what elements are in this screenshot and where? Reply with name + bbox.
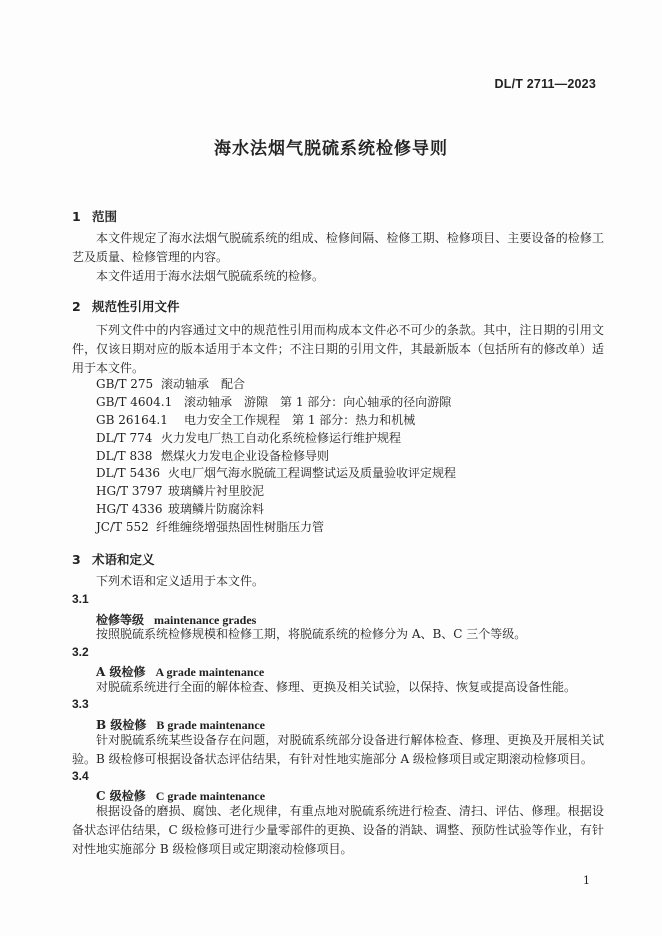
reference-item [96, 376, 245, 393]
reference-item [96, 519, 324, 536]
reference-item [96, 394, 451, 411]
section-3-heading [72, 550, 155, 568]
reference-code: GB 26164.1 [96, 413, 168, 427]
reference-title: 火力发电厂热工自动化系统检修运行维护规程 [161, 431, 402, 445]
term-chinese: A 级检修 [96, 665, 146, 679]
term-chinese: C 级检修 [96, 789, 146, 803]
reference-title: 纤维缠绕增强热固性树脂压力管 [156, 520, 325, 534]
section-1-paragraph-1: 本文件规定了海水法烟气脱硫系统的组成、检修间隔、检修工期、检修项目、主要设备的检修工艺及质量、检修管理的内容。 [72, 231, 604, 264]
reference-code: DL/T 5436 [96, 466, 160, 480]
term-chinese: 检修等级 [96, 613, 145, 627]
section-title: 规范性引用文件 [92, 299, 180, 314]
section-1-paragraph-2: 本文件适用于海水法烟气脱硫系统的检修。 [96, 269, 325, 283]
reference-title: 火电厂烟气海水脱硫工程调整试运及质量验收评定规程 [168, 466, 457, 480]
section-3-intro: 下列术语和定义适用于本文件。 [96, 574, 265, 588]
section-2-paragraph-1: 下列文件中的内容通过文中的规范性引用而构成本文件必不可少的条款。其中，注日期的引用文件，仅该日期对应的版本适用于本文件；不注日期的引用文件，其最新版本（包括所有的修改单）适用于本文件。 [72, 323, 604, 375]
reference-item [96, 483, 264, 500]
term-english: B grade maintenance [156, 718, 265, 732]
reference-code: HG/T 3797 [96, 484, 163, 498]
reference-code: HG/T 4336 [96, 502, 163, 516]
term-english: maintenance grades [154, 613, 257, 627]
clause-number: 3.4 [72, 769, 89, 783]
term-definition: 根据设备的磨损、腐蚀、老化规律，有重点地对脱硫系统进行检查、清扫、评估、修理。根据设备状态评估结果，C 级检修可进行少量零部件的更换、设备的消缺、调整、预防性试验等作业，有针对性地实施部分 B 级检修项目或定期滚动检修项目。 [72, 804, 604, 856]
section-number: 1 [72, 209, 81, 224]
clause-number: 3.3 [72, 697, 89, 711]
reference-code: JC/T 552 [96, 520, 149, 534]
reference-item [96, 430, 401, 447]
section-2-heading [72, 297, 180, 315]
reference-item [96, 412, 415, 429]
reference-title: 滚动轴承 游隙 第 1 部分：向心轴承的径向游隙 [184, 395, 452, 409]
section-title: 范围 [92, 209, 118, 224]
page-number: 1 [583, 874, 590, 887]
reference-title: 玻璃鳞片防腐涂料 [168, 502, 265, 516]
reference-item [96, 501, 264, 518]
term-chinese: B 级检修 [96, 718, 147, 732]
reference-title: 玻璃鳞片衬里胶泥 [168, 484, 265, 498]
reference-code: DL/T 774 [96, 431, 153, 445]
term-english: A grade maintenance [155, 665, 265, 679]
reference-item [96, 448, 329, 465]
term-english: C grade maintenance [155, 789, 266, 803]
reference-title: 电力安全工作规程 第 1 部分：热力和机械 [184, 413, 416, 427]
reference-title: 滚动轴承 配合 [161, 377, 246, 391]
reference-item [96, 465, 456, 482]
section-number: 2 [72, 299, 81, 314]
section-number: 3 [72, 552, 81, 567]
term-definition: 对脱硫系统进行全面的解体检查、修理、更换及相关试验，以保持、恢复或提高设备性能。 [96, 680, 577, 694]
reference-code: DL/T 838 [96, 449, 153, 463]
section-title: 术语和定义 [92, 552, 155, 567]
clause-number: 3.1 [72, 592, 89, 606]
standard-code: DL/T 2711—2023 [494, 77, 596, 91]
clause-number: 3.2 [72, 645, 89, 659]
section-1-heading [72, 207, 117, 225]
reference-code: GB/T 4604.1 [96, 395, 173, 409]
term-definition: 针对脱硫系统某些设备存在问题，对脱硫系统部分设备进行解体检查、修理、更换及开展相关试验。B 级检修可根据设备状态评估结果，有针对性地实施部分 A 级检修项目或定期滚动检修项目。 [72, 733, 604, 766]
reference-title: 燃煤火力发电企业设备检修导则 [161, 449, 330, 463]
reference-code: GB/T 275 [96, 377, 154, 391]
document-title: 海水法烟气脱硫系统检修导则 [214, 139, 448, 159]
term-definition: 按照脱硫系统检修规模和检修工期，将脱硫系统的检修分为 A、B、C 三个等级。 [96, 627, 527, 641]
